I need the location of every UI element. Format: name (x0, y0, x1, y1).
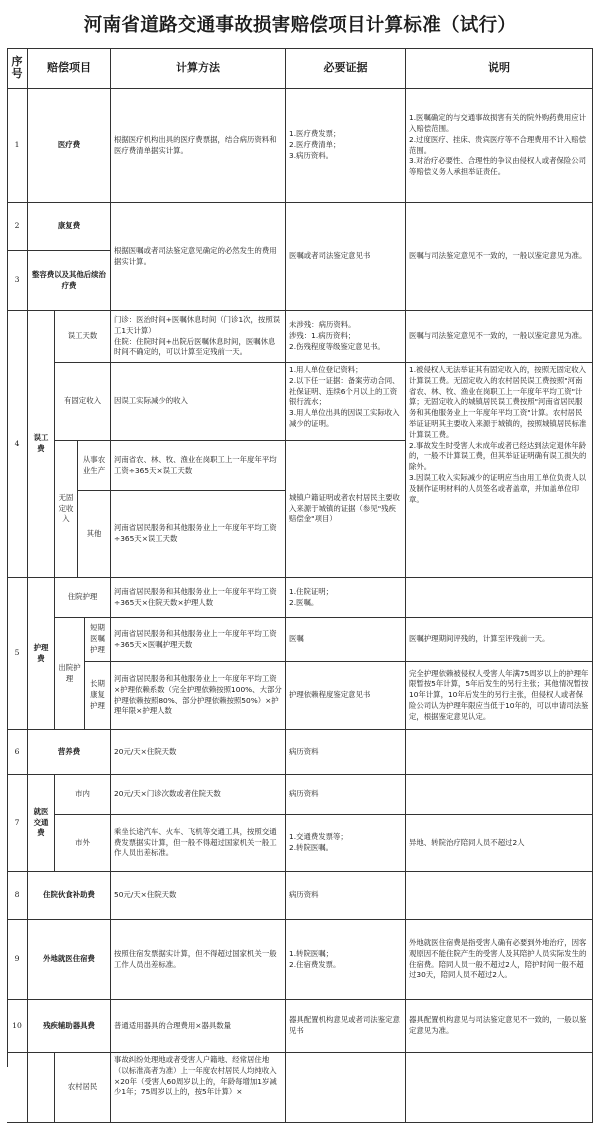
row-cosmetic-item (28, 251, 111, 311)
lostwork-other-label-text: 其他 (86, 528, 102, 538)
row-nursing-no-text: 5 (14, 648, 20, 658)
lostwork-other-method-text: 河南省居民服务和其他服务业上一年度年平均工资÷365天×误工天数 (114, 523, 277, 543)
disability-rural-label (55, 1053, 111, 1123)
row-aids-note-text: 器具配置机构意见与司法鉴定意见不一致的，一般以鉴定意见为准。 (409, 1015, 587, 1035)
header-item-text: 赔偿项目 (47, 61, 91, 74)
lostwork-other-label (78, 491, 111, 578)
lostwork-days-label-text: 误工天数 (67, 331, 98, 341)
rehab-shared-method (111, 203, 286, 311)
transport-out-note-text: 异地、转院治疗陪同人员不超过2人 (409, 837, 525, 847)
transport-out-evidence (286, 815, 406, 872)
row-lodging-method-text: 按照住宿发票据实计算，但不得超过国家机关一般工作人员出差标准。 (114, 948, 277, 969)
row-cosmetic-item-text: 整容费以及其他后续治疗费 (32, 269, 106, 290)
row-lodging-no-text: 9 (14, 954, 20, 964)
rehab-shared-method-text: 根据医嘱或者司法鉴定意见确定的必然发生的费用据实计算。 (114, 245, 277, 266)
row-aids-item (28, 1000, 111, 1053)
row-aids-item-text: 残疾辅助器具费 (43, 1020, 95, 1030)
lostwork-days-note (406, 311, 593, 363)
nursing-short-note-text: 医嘱护理期间评残的，计算至评残前一天。 (409, 634, 550, 644)
row-lodging-note (406, 920, 593, 1000)
row-transport-item (28, 775, 55, 872)
rehab-shared-evidence (286, 203, 406, 311)
compensation-table (7, 48, 593, 1097)
row-medical-method (111, 89, 286, 203)
row-aids-note (406, 1000, 593, 1053)
row-lodging-method (111, 920, 286, 1000)
lostwork-agri-label (78, 441, 111, 491)
row-meal-method-text: 50元/天×住院天数 (114, 890, 177, 900)
header-no (7, 48, 28, 89)
row-disability-no (7, 1053, 28, 1123)
row-aids-method-text: 普通适用器具的合理费用×器具数量 (114, 1020, 232, 1030)
nursing-discharge-label (55, 618, 85, 730)
row-nutrition-evidence (286, 730, 406, 775)
row-aids-evidence (286, 1000, 406, 1053)
row-lostwork-no-text: 4 (14, 438, 20, 448)
lostwork-note-text: 1.被侵权人无法举证其有固定收入的，按照无固定收入计算误工费。无固定收入的农村居民误工费按照"河南省农、林、牧、渔业在岗职工上一年度年平均工资"计算；无固定收入的城镇居民误工费按照"河南省居民服务和其他服务业上一年度年平均工资"计算。农村居民举证证明其主要收入来源于城镇的，按照城镇居民标准计算误工费。 2.事故发生时受害人未成年或者已经达到法定退休年龄的，一般不计算误工费，但其举证证明确有误工损失的除外。 3.因误工收入实际减少的证明应当由用工单位负责人以及制作证明材料的人员签名或者盖章，并加盖单位印章。 (409, 365, 587, 504)
nursing-long-method-text: 河南省居民服务和其他服务业上一年度年平均工资×护理依赖系数（完全护理依赖按照100%、大部分护理依赖按照80%、部分护理依赖按照50%）×护理年限×护理人数 (114, 673, 282, 716)
row-meal-no (7, 872, 28, 920)
transport-city-label (55, 775, 111, 815)
lostwork-note (406, 363, 593, 578)
nursing-long-evidence-text: 护理依赖程度鉴定意见书 (289, 690, 371, 700)
lostwork-fixed-label-text: 有固定收入 (64, 396, 101, 406)
row-medical-note-text: 1.医嘱确定的与交通事故损害有关的院外购药费用应计入赔偿范围。 2.过度医疗、挂床、贵宾医疗等不合理费用不计入赔偿范围。 3.对治疗必要性、合理性的争议由侵权人或者保险公司等赔偿义务人承担举证责任。 (409, 113, 587, 177)
row-meal-evidence (286, 872, 406, 920)
row-nutrition-method (111, 730, 286, 775)
nursing-short-method-text: 河南省居民服务和其他服务业上一年度年平均工资÷365天×医嘱护理天数 (114, 628, 277, 649)
row-aids-no (7, 1000, 28, 1053)
nursing-short-evidence-text: 医嘱 (289, 634, 304, 644)
row-transport-item-text: 就医交通费 (33, 806, 49, 838)
row-lodging-evidence-text: 1.转院医嘱； 2.住宿费发票。 (289, 948, 341, 969)
lostwork-days-label (55, 311, 111, 363)
nursing-short-label-text: 短期医嘱护理 (90, 623, 105, 654)
row-rehab-no-text: 2 (14, 221, 20, 231)
row-disability-item (28, 1053, 55, 1123)
nursing-inpatient-label (55, 578, 111, 618)
row-medical-note (406, 89, 593, 203)
disability-rural-method (111, 1053, 286, 1123)
row-cosmetic-no-text: 3 (14, 275, 20, 285)
nursing-inpatient-label-text: 住院护理 (67, 592, 98, 602)
lostwork-days-note-text: 医嘱与司法鉴定意见不一致的，一般以鉴定意见为准。 (409, 331, 587, 341)
row-nursing-no (7, 578, 28, 730)
row-meal-no-text: 8 (14, 890, 20, 900)
lostwork-days-method (111, 311, 286, 363)
nursing-long-note-text: 完全护理依赖被侵权人受害人年满75周岁以上的护理年限暂按5年计算，5年后发生的另行主张；其他情况暂按10年计算，10年后发生的另行主张，但侵权人或者保险公司认为护理年限应当低于10年的，可以申请司法鉴定，根据鉴定意见认定。 (409, 668, 589, 721)
row-meal-item (28, 872, 111, 920)
nursing-long-label-text: 长期康复护理 (90, 679, 105, 710)
row-nutrition-no-text: 6 (14, 746, 20, 756)
row-nursing-item-text: 护理费 (33, 642, 49, 663)
nursing-short-label (85, 618, 111, 662)
transport-city-label-text: 市内 (75, 789, 90, 799)
row-meal-evidence-text: 病历资料 (289, 890, 319, 900)
row-meal-item-text: 住院伙食补助费 (43, 890, 95, 900)
lostwork-agri-method (111, 441, 286, 491)
row-transport-no (7, 775, 28, 872)
row-meal-method (111, 872, 286, 920)
row-nutrition-item-text: 营养费 (57, 746, 81, 756)
row-medical-item-text: 医疗费 (57, 140, 81, 150)
nursing-long-evidence (286, 662, 406, 730)
row-aids-evidence-text: 器具配置机构意见或者司法鉴定意见书 (289, 1015, 400, 1035)
row-lodging-item (28, 920, 111, 1000)
row-lodging-note-text: 外地就医住宿费是指受害人确有必要到外地治疗，因客观原因不能住院产生的受害人及其陪护人员实际发生的住宿费。陪同人员一般不超过2人，陪护时间一般不超过30天，陪同人员不超过2人。 (409, 937, 587, 980)
lostwork-days-method-text: 门诊：医治时间+医嘱休息时间（门诊1次，按照误工1天计算） 住院：住院时间+出院后医嘱休息时间，医嘱休息时间不确定的，可以计算至定残前一天。 (114, 314, 281, 357)
header-note (406, 48, 593, 89)
header-evidence-text: 必要证据 (323, 61, 368, 74)
lostwork-nofixed-evidence-text: 城镇户籍证明或者农村居民主要收入来源于城镇的证据（参见"残疾赔偿金"项目） (289, 492, 400, 524)
lostwork-agri-label-text: 从事农业生产 (82, 454, 106, 475)
row-medical-no-text: 1 (14, 140, 20, 150)
transport-out-method-text: 乘坐长途汽车、火车、飞机等交通工具，按照交通费发票据实计算，但一般不得超过国家机关一般工作人员出差标准。 (114, 826, 277, 858)
row-nutrition-evidence-text: 病历资料 (289, 746, 319, 756)
rehab-shared-evidence-text: 医嘱或者司法鉴定意见书 (289, 251, 371, 261)
nursing-inpatient-method-text: 河南省居民服务和其他服务业上一年度年平均工资÷365天×住院天数×护理人数 (114, 586, 277, 607)
row-transport-no-text: 7 (14, 817, 20, 827)
header-note-text: 说明 (488, 61, 510, 74)
row-medical-item (28, 89, 111, 203)
disability-rural-method-text: 事故纠纷处理地或者受害人户籍地、经常居住地（以标准高者为准）上一年度农村居民人均纯收入×20年（受害人60周岁以上的，年龄每增加1岁减少1年；75周岁以上的，按5年计算）× (114, 1055, 277, 1097)
row-lodging-no (7, 920, 28, 1000)
row-lodging-item-text: 外地就医住宿费 (43, 954, 95, 964)
row-medical-evidence-text: 1.医疗费发票； 2.医疗费清单； 3.病历资料。 (289, 129, 341, 160)
lostwork-nofixed-evidence (286, 441, 406, 578)
transport-city-method (111, 775, 286, 815)
transport-city-note (406, 775, 593, 815)
nursing-long-note (406, 662, 593, 730)
nursing-inpatient-note (406, 578, 593, 618)
row-aids-method (111, 1000, 286, 1053)
lostwork-fixed-method (111, 363, 286, 441)
disability-rural-note (406, 1053, 593, 1123)
header-item (28, 48, 111, 89)
lostwork-fixed-evidence (286, 363, 406, 441)
nursing-long-label (85, 662, 111, 730)
nursing-inpatient-evidence-text: 1.住院证明； 2.医嘱。 (289, 586, 334, 607)
lostwork-other-method (111, 491, 286, 578)
lostwork-agri-method-text: 河南省农、林、牧、渔业在岗职工上一年度年平均工资÷365天×误工天数 (114, 454, 277, 475)
row-nursing-item (28, 578, 55, 730)
transport-out-note (406, 815, 593, 872)
lostwork-days-evidence (286, 311, 406, 363)
row-aids-no-text: 10 (12, 1020, 22, 1030)
disability-rural-evidence (286, 1053, 406, 1123)
transport-out-evidence-text: 1.交通费发票等； 2.转院医嘱。 (289, 832, 348, 852)
transport-out-label (55, 815, 111, 872)
lostwork-fixed-evidence-text: 1.用人单位登记资料； 2.以下任一证据：备案劳动合同、社保证明、连续6个月以上的工资银行流水； 3.用人单位出具的因误工实际收入减少的证明。 (289, 365, 400, 428)
lostwork-days-evidence-text: 未涉残：病历资料。 涉残：1.病历资料； 2.伤残程度等级鉴定意见书。 (289, 320, 385, 351)
row-medical-evidence (286, 89, 406, 203)
lostwork-nofixed-label-text: 无固定收入 (58, 492, 74, 524)
row-nutrition-item (28, 730, 111, 775)
row-lostwork-item (28, 311, 55, 578)
rehab-shared-note (406, 203, 593, 311)
row-lostwork-item-text: 误工费 (33, 433, 49, 453)
nursing-discharge-label-text: 出院护理 (58, 662, 81, 683)
transport-city-method-text: 20元/天×门诊次数或者住院天数 (114, 789, 221, 799)
row-nutrition-method-text: 20元/天×住院天数 (114, 746, 177, 756)
header-method (111, 48, 286, 89)
page-title: 河南省道路交通事故损害赔偿项目计算标准（试行） (83, 15, 517, 36)
lostwork-fixed-method-text: 因误工实际减少的收入 (114, 396, 188, 406)
row-medical-method-text: 根据医疗机构出具的医疗费票据，结合病历资料和医疗费清单据实计算。 (114, 134, 277, 155)
lostwork-fixed-label (55, 363, 111, 441)
row-lostwork-no (7, 311, 28, 578)
row-rehab-item (28, 203, 111, 251)
row-nutrition-no (7, 730, 28, 775)
transport-out-method (111, 815, 286, 872)
row-cosmetic-no (7, 251, 28, 311)
transport-city-evidence (286, 775, 406, 815)
nursing-short-note (406, 618, 593, 662)
header-evidence (286, 48, 406, 89)
lostwork-nofixed-label (55, 441, 78, 578)
nursing-inpatient-evidence (286, 578, 406, 618)
row-rehab-item-text: 康复费 (57, 221, 81, 231)
row-medical-no (7, 89, 28, 203)
nursing-short-method (111, 618, 286, 662)
transport-out-label-text: 市外 (75, 837, 90, 847)
transport-city-evidence-text: 病历资料 (289, 789, 319, 799)
nursing-short-evidence (286, 618, 406, 662)
header-no-text: 序 号 (11, 55, 23, 80)
nursing-long-method (111, 662, 286, 730)
row-nutrition-note (406, 730, 593, 775)
row-lodging-evidence (286, 920, 406, 1000)
nursing-inpatient-method (111, 578, 286, 618)
header-method-text: 计算方法 (176, 61, 220, 74)
disability-rural-label-text: 农村居民 (67, 1082, 98, 1092)
rehab-shared-note-text: 医嘱与司法鉴定意见不一致的，一般以鉴定意见为准。 (409, 251, 587, 261)
row-meal-note (406, 872, 593, 920)
row-rehab-no (7, 203, 28, 251)
